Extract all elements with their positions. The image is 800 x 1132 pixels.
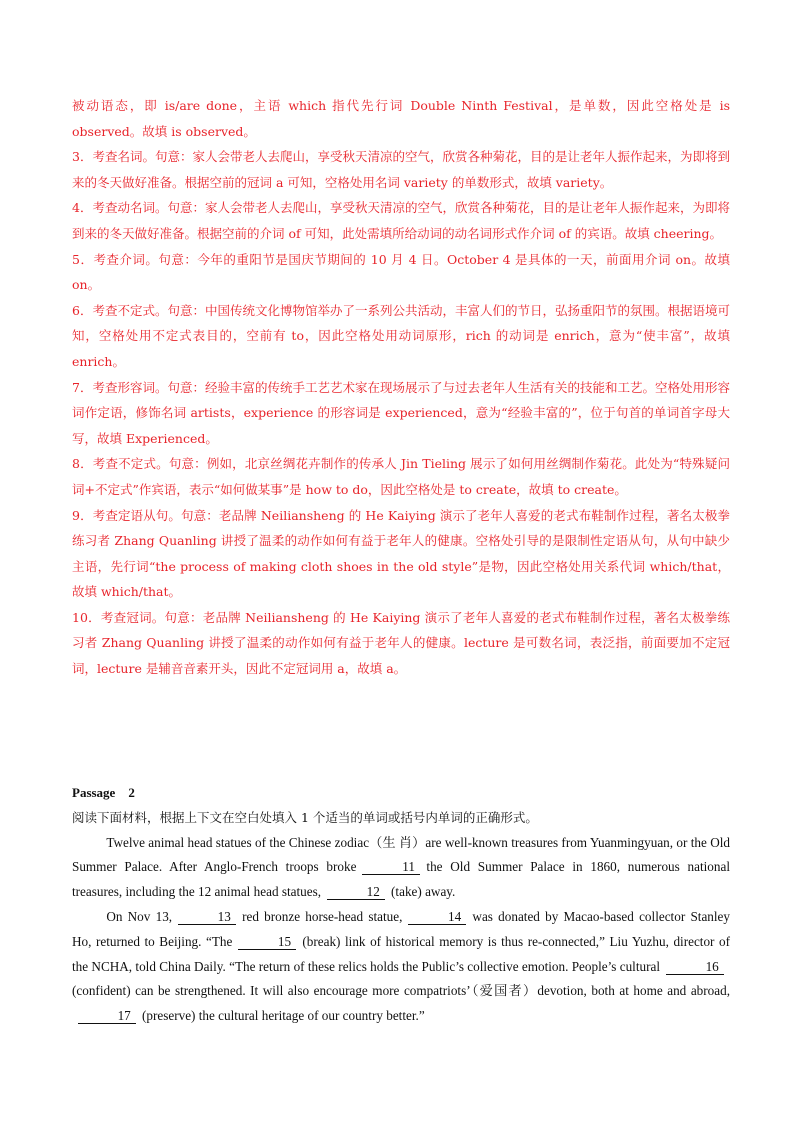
answer-9: 9．考查定语从句。句意：老品牌 Neiliansheng 的 He Kaiying 演示了老年人喜爱的老式布鞋制作过程，著名太极拳练习者 Zhang Quanling 讲授了温柔的动作如何有益于老年人的健康。空格处引导的是限制性定语从句，从句中缺少主语，先行词“the process of making cloth shoes in the old style”是物，因此空格处用关系代词 which/that，故填 which/that。 [72, 507, 730, 600]
paragraph-text: the Old Summer Palace in 1860, numerous national treasures, including the 12 animal head statues, [72, 859, 730, 900]
paragraph-text: (break) link of historical memory is thus re-connected,” Liu Yuzhu, director of the NCHA, told China Daily. “The return of these relics holds the Public’s collective emotion. People’s cultural [72, 933, 730, 974]
answer-3: 3．考查名词。句意：家人会带老人去爬山，享受秋天清凉的空气，欣赏各种菊花，目的是让老年人振作起来，为即将到来的冬天做好准备。根据空前的冠词 a 可知，空格处用名词 variety 的单数形式，故填 variety。 [72, 149, 730, 190]
blank-12: 12 [327, 885, 385, 900]
paragraph-text: was donated by Macao-based collector Stanley Ho, returned to Beijing. “The [72, 908, 730, 949]
paragraph-text: (confident) can be strengthened. It will also encourage more compatriots’（爱国者）devotion, both at home and abroad, [72, 983, 730, 999]
passage-paragraph-2 [72, 905, 730, 1029]
blank-15: 15 [238, 935, 296, 950]
passage-instruction: 阅读下面材料，根据上下文在空白处填入 1 个适当的单词或括号内单词的正确形式。 [72, 809, 538, 825]
paragraph-text: (preserve) the cultural heritage of our country better.” [142, 1008, 425, 1024]
blank-13: 13 [178, 910, 236, 925]
answer-7: 7．考查形容词。句意：经验丰富的传统手工艺艺术家在现场展示了与过去老年人生活有关的技能和工艺。空格处用形容词作定语，修饰名词 artists，experience 的形容词是 experienced，意为“经验丰富的”，位于句首的单词首字母大写，故填 Experienced。 [72, 379, 730, 446]
passage-2 [72, 781, 730, 1029]
blank-16: 16 [666, 960, 724, 975]
answer-explanations [72, 93, 730, 682]
paragraph-text: (take) away. [391, 884, 456, 900]
blank-11: 11 [362, 860, 420, 875]
answer-6: 6．考查不定式。句意：中国传统文化博物馆举办了一系列公共活动，丰富人们的节日，弘扬重阳节的氛围。根据语境可知，空格处用不定式表目的，空前有 to，因此空格处用动词原形，rich 的动词是 enrich，意为“使丰富”，故填 enrich。 [72, 302, 730, 369]
paragraph-text: On Nov 13, [106, 908, 173, 924]
passage-paragraph-1 [72, 831, 730, 905]
blank-17: 17 [78, 1009, 136, 1024]
passage-title: Passage 2 [72, 785, 135, 800]
paragraph-text: red bronze horse-head statue, [242, 908, 403, 924]
answer-4: 4．考查动名词。句意：家人会带老人去爬山，享受秋天清凉的空气，欣赏各种菊花，目的是让老年人振作起来，为即将到来的冬天做好准备。根据空前的介词 of 可知，此处需填所给动词的动名词形式作介词 of 的宾语。故填 cheering。 [72, 200, 730, 241]
answer-8: 8．考查不定式。句意：例如，北京丝绸花卉制作的传承人 Jin Tieling 展示了如何用丝绸制作菊花。此处为“特殊疑问词+不定式”作宾语，表示“如何做某事”是 how to do，因此空格处是 to create，故填 to create。 [72, 456, 730, 497]
answer-5: 5．考查介词。句意：今年的重阳节是国庆节期间的 10 月 4 日。October 4 是具体的一天，前面用介词 on。故填 on。 [72, 251, 730, 293]
blank-14: 14 [408, 910, 466, 925]
answer-2-continuation: 被动语态，即 is/are done，主语 which 指代先行词 Double Ninth Festival，是单数，因此空格处是 is observed。故填 is observed。 [72, 98, 730, 139]
answer-10: 10．考查冠词。句意：老品牌 Neiliansheng 的 He Kaiying 演示了老年人喜爱的老式布鞋制作过程，著名太极拳练习者 Zhang Quanling 讲授了温柔的动作如何有益于老年人的健康。lecture 是可数名词，表泛指，前面要加不定冠词，lecture 是辅音音素开头，因此不定冠词用 a，故填 a。 [72, 609, 730, 677]
paragraph-text: Twelve animal head statues of the Chinese zodiac（生 肖）are well-known treasures from Yuanmingyuan, or the Old Summer Palace. After Anglo-French troops broke [72, 834, 730, 875]
